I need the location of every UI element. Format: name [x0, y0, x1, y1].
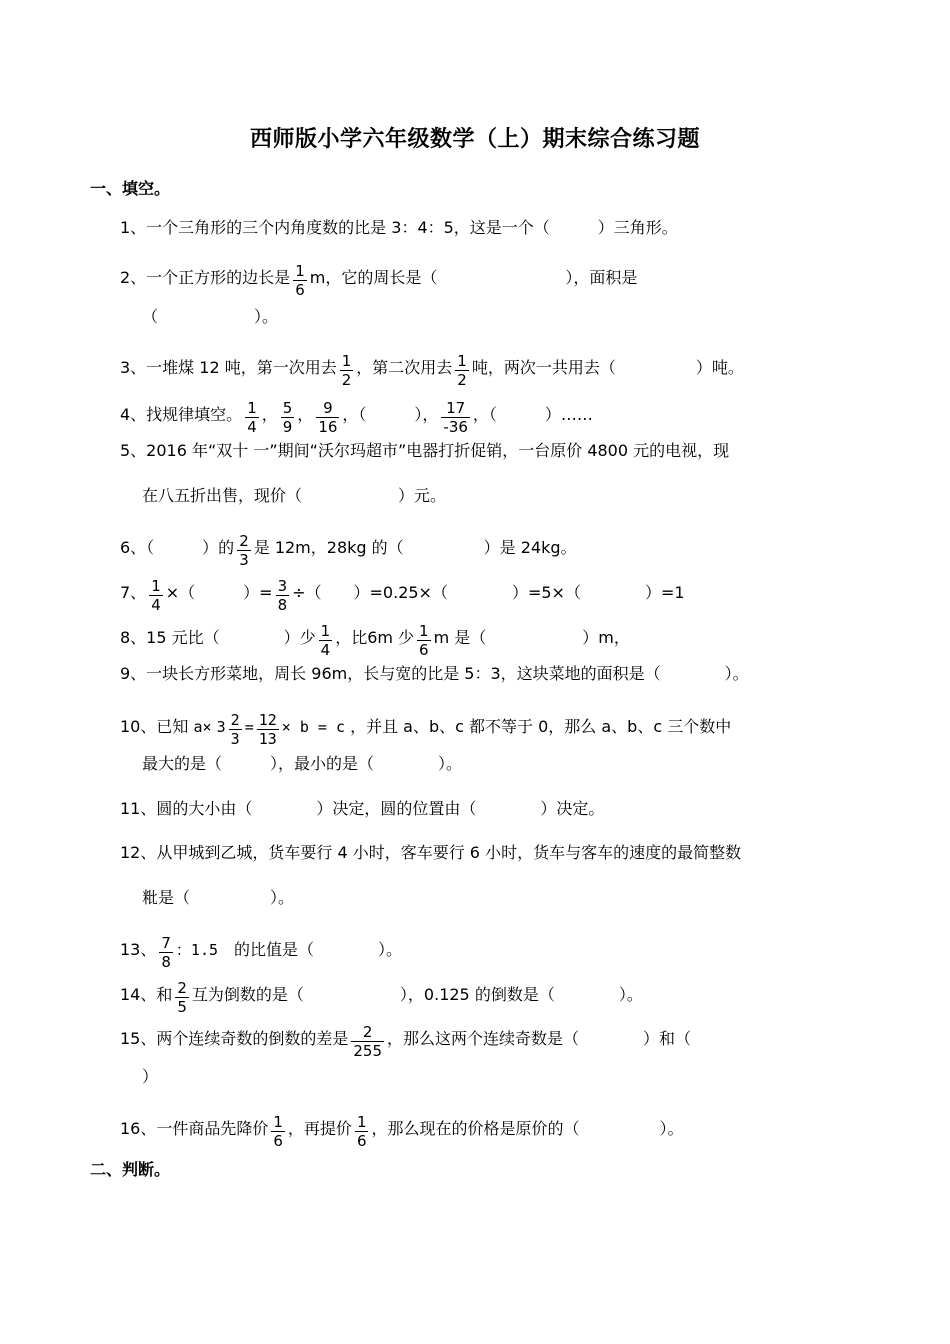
question-2-continued: （ ）。	[142, 307, 279, 326]
question-9: 9、一块长方形菜地，周长 96m，长与宽的比是 5：3，这块菜地的面积是（ ）。	[120, 664, 749, 683]
section-heading-judgment: 二、判断。	[90, 1160, 171, 1179]
question-15: 15、两个连续奇数的倒数的差是 $\frac{2}{255}$ ，那么这两个连续奇数是（ ）和（	[120, 1023, 692, 1060]
fraction: $\frac{1}{6}$	[273, 1113, 283, 1150]
question-3: 3、一堆煤 12 吨，第一次用去 $\frac{1}{2}$ ，第二次用去 $\frac{1}{2}$ 吨，两次一共用去（ ）吨。	[120, 352, 744, 389]
fraction: $\frac{1}{2}$	[341, 352, 352, 389]
fraction: $\frac{2}{5}$	[177, 979, 187, 1016]
fraction: $\frac{12}{13}$	[258, 711, 277, 748]
question-5-continued: 在八五折出售，现价（ ）元。	[142, 486, 447, 505]
question-2: 2、一个正方形的边长是 $\frac{1}{6}$ m，它的周长是（ ），面积是	[120, 262, 638, 299]
question-12: 12、从甲城到乙城，货车要行 4 小时，客车要行 6 小时，货车与客车的速度的最简整数	[120, 843, 742, 862]
fraction: $\frac{1}{4}$	[247, 399, 257, 436]
question-14: 14、和 $\frac{2}{5}$ 互为倒数的是（ ），0.125 的倒数是（ ）。	[120, 979, 643, 1016]
question-6: 6、（ ）的 $\frac{2}{3}$ 是 12m，28kg 的（ ）是 24kg。	[120, 532, 577, 569]
fraction: $\frac{1}{6}$	[295, 262, 305, 299]
question-15-continued: ）	[142, 1067, 159, 1086]
question-10-continued: 最大的是（ ），最小的是（ ）。	[142, 754, 463, 773]
fraction: $\frac{2}{3}$	[239, 532, 249, 569]
question-1: 1、一个三角形的三个内角度数的比是 3：4：5，这是一个（ ）三角形。	[120, 218, 678, 237]
question-16: 16、一件商品先降价 $\frac{1}{6}$ ，再提价 $\frac{1}{6}$ ，那么现在的价格是原价的（ ）。	[120, 1113, 684, 1150]
fraction: $\frac{3}{8}$	[277, 577, 288, 614]
question-4: 4、找规律填空。 $\frac{1}{4}$ ， $\frac{5}{9}$ ， $\frac{9}{16}$ ，（ ）， $\frac{17}{-36}$ ，（ ）……	[120, 399, 593, 436]
question-12-continued: 粃是（ ）。	[142, 888, 295, 907]
section-heading-fill-in: 一、填空。	[90, 179, 171, 198]
fraction: $\frac{17}{-36}$	[443, 399, 468, 436]
fraction: $\frac{1}{6}$	[419, 622, 429, 659]
question-5: 5、2016 年“双十 一”期间“沃尔玛超市”电器打折促销，一台原价 4800 元的电视，现	[120, 441, 730, 460]
question-10: 10、已知 a× 3 $\frac{2}{3}$ = $\frac{12}{13}$ × b = c ，并且 a、b、c 都不等于 0，那么 a、b、c 三个数中	[120, 711, 732, 748]
question-8: 8、15 元比（ ）少 $\frac{1}{4}$ ，比6m 少 $\frac{1}{6}$ m 是（ ）m，	[120, 622, 630, 659]
fraction: $\frac{2}{3}$	[230, 711, 240, 748]
page-title: 西师版小学六年级数学（上）期末综合练习题	[249, 126, 700, 152]
fraction: $\frac{9}{16}$	[318, 399, 338, 436]
fraction: $\frac{1}{6}$	[356, 1113, 367, 1150]
fraction: $\frac{2}{255}$	[353, 1023, 383, 1060]
fraction: $\frac{1}{2}$	[457, 352, 467, 389]
fraction: $\frac{5}{9}$	[282, 399, 293, 436]
question-11: 11、圆的大小由（ ）决定，圆的位置由（ ）决定。	[120, 799, 605, 818]
fraction: $\frac{1}{4}$	[320, 622, 331, 659]
fraction: $\frac{7}{8}$	[161, 934, 171, 971]
question-7: 7、 $\frac{1}{4}$ ×（ ）= $\frac{3}{8}$ ÷（ ）=0.25×（ ）=5×（ ）=1	[120, 577, 685, 614]
fraction: $\frac{1}{4}$	[151, 577, 161, 614]
question-13: 13、 $\frac{7}{8}$ ：1.5 的比值是（ ）。	[120, 934, 403, 971]
